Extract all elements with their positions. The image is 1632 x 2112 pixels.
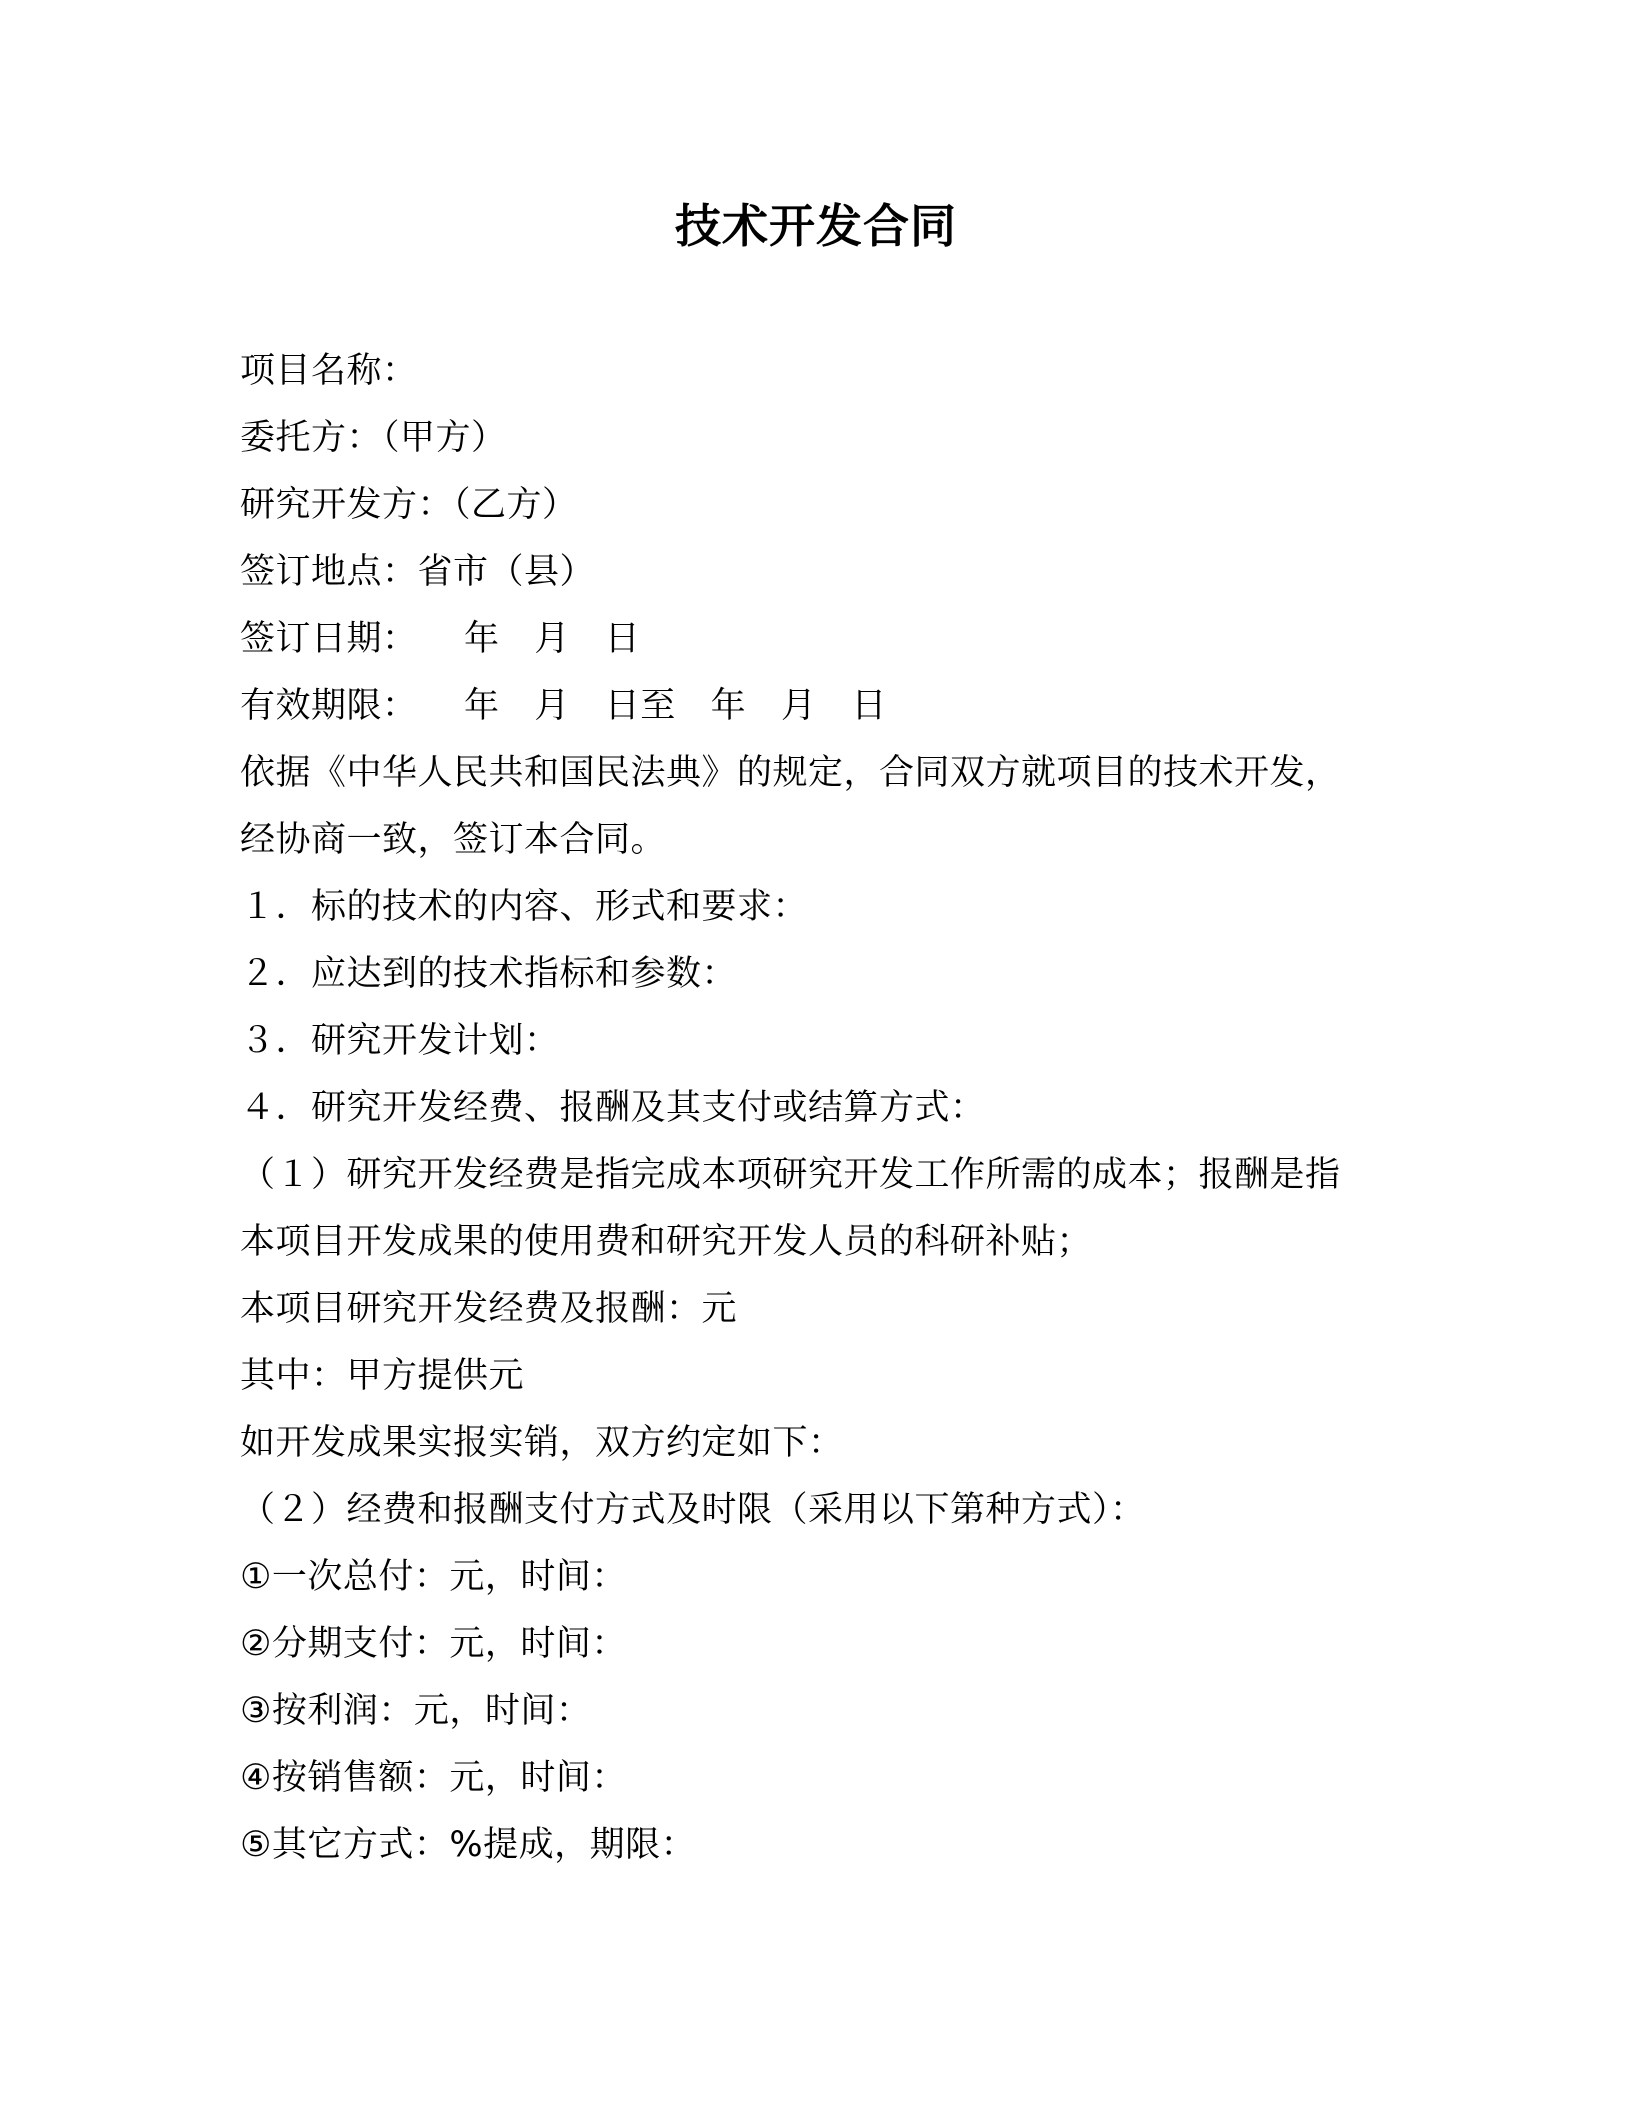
document-body bbox=[240, 338, 1420, 1879]
payment-option-4: ④按销售额：元，时间： bbox=[240, 1758, 627, 1798]
funding-party-a-line: 其中：甲方提供元 bbox=[240, 1356, 525, 1396]
preamble-line-2: 经协商一致，签订本合同。 bbox=[240, 820, 667, 860]
document-title: 技术开发合同 bbox=[675, 199, 957, 253]
clause-4: ４．研究开发经费、报酬及其支付或结算方式： bbox=[240, 1088, 986, 1128]
clause-3: ３．研究开发计划： bbox=[240, 1021, 560, 1061]
preamble-line-1: 依据《中华人民共和国民法典》的规定，合同双方就项目的技术开发， bbox=[240, 753, 1341, 793]
payment-option-2: ②分期支付：元，时间： bbox=[240, 1624, 627, 1664]
payment-option-5: ⑤其它方式：%提成，期限： bbox=[240, 1825, 697, 1865]
client-party-line: 委托方：（甲方） bbox=[240, 418, 507, 458]
payment-option-3: ③按利润：元，时间： bbox=[240, 1691, 592, 1731]
clause-2: ２．应达到的技术指标和参数： bbox=[240, 954, 738, 994]
validity-period-line: 有效期限： 年 月 日至 年 月 日 bbox=[240, 686, 887, 726]
signing-place-line: 签订地点：省市（县） bbox=[240, 552, 596, 592]
signing-date-line: 签订日期： 年 月 日 bbox=[240, 619, 641, 659]
developer-party-line: 研究开发方：（乙方） bbox=[240, 485, 578, 525]
reimbursement-line: 如开发成果实报实销，双方约定如下： bbox=[240, 1423, 844, 1463]
funding-total-line: 本项目研究开发经费及报酬：元 bbox=[240, 1289, 738, 1329]
clause-4-2-line: （２）经费和报酬支付方式及时限（采用以下第种方式）： bbox=[240, 1490, 1146, 1530]
clause-1: １．标的技术的内容、形式和要求： bbox=[240, 887, 809, 927]
project-name-line: 项目名称： bbox=[240, 351, 418, 391]
payment-option-1: ①一次总付：元，时间： bbox=[240, 1557, 627, 1597]
clause-4-1-line-2: 本项目开发成果的使用费和研究开发人员的科研补贴； bbox=[240, 1222, 1093, 1262]
clause-4-1-line-1: （１）研究开发经费是指完成本项研究开发工作所需的成本；报酬是指 bbox=[240, 1155, 1341, 1195]
